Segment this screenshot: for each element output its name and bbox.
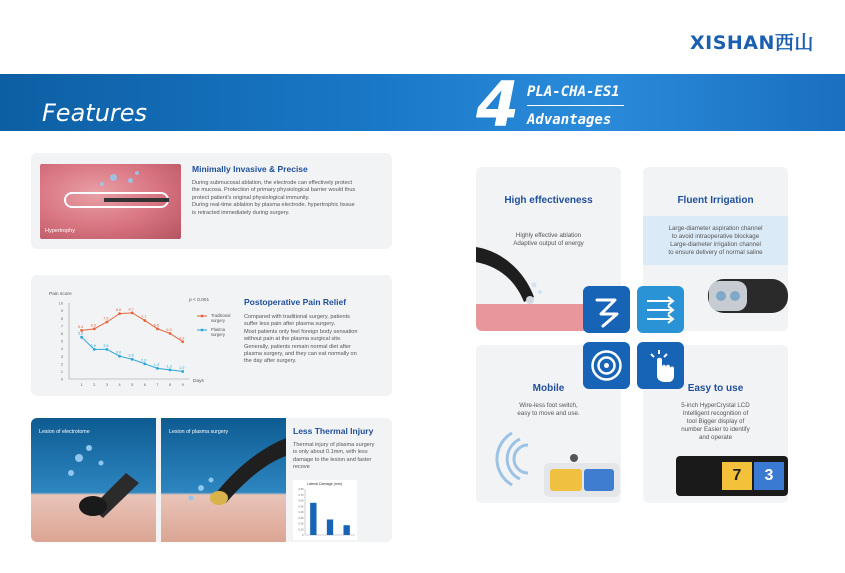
- bubble: [128, 178, 133, 183]
- x-tick-label: 8: [168, 383, 172, 387]
- data-point: [93, 348, 96, 351]
- x-tick-label: 4: [118, 383, 121, 387]
- y-tick-label: 1: [60, 370, 63, 374]
- screen-value-right: 3: [754, 462, 784, 490]
- card-description: Compared with traditional surgery, patients suffer less pain after plasma surgery. Most patients only feel foreign body sensation without pain at the plasma surgical site. Generally, patients remain normal diet after plasma surgery, and they can eat normally on the day after surgery.: [244, 314, 358, 365]
- y-tick-label: 0: [60, 377, 63, 382]
- tile-title: Mobile: [532, 383, 565, 394]
- advantages-heading: Advantages: [527, 112, 612, 128]
- data-label: 8.6: [115, 308, 122, 313]
- data-point: [181, 370, 184, 373]
- plasma-label: Lesion of plasma surgery: [169, 429, 229, 435]
- y-tick-label: 0: [302, 534, 304, 537]
- data-label: 7.7: [141, 314, 147, 319]
- legend-marker: [201, 315, 204, 318]
- data-label: 1.4: [153, 362, 160, 367]
- plasma-lesion-photo: [161, 418, 286, 542]
- y-tick-label: 10: [58, 301, 63, 306]
- brand-logo: XISHAN西山: [690, 32, 814, 54]
- data-point: [105, 321, 108, 324]
- data-point: [156, 367, 159, 370]
- data-point: [105, 348, 108, 351]
- electrotome-lesion-photo: [31, 418, 156, 542]
- y-tick-label: 9: [60, 309, 63, 314]
- data-point: [93, 327, 96, 330]
- card-description: During submucosal ablation, the electrode can effectively protect the mucosa. Protection of primary physiological barrier would thus protect patient's original physiological immunity. During real-time ablation by plasma electrode, hypertrophic tissue is retracted immediately during surgery.: [192, 180, 356, 216]
- electrode-shaft: [104, 198, 169, 202]
- flow-arrows-icon: [637, 286, 684, 333]
- y-tick-label: 0.30: [298, 516, 304, 520]
- screen-value-left: 7: [722, 462, 752, 490]
- chart-title: Lateral Damage (mm): [307, 482, 342, 486]
- card-title: Postoperative Pain Relief: [244, 297, 347, 307]
- x-tick-label: 1: [80, 383, 83, 387]
- data-label: 6.6: [90, 323, 96, 328]
- header-divider: [527, 105, 624, 106]
- x-tick-label: 5: [131, 383, 134, 387]
- legend-label: Plasma: [211, 327, 225, 332]
- data-point: [131, 358, 134, 361]
- bar: [310, 503, 316, 535]
- data-point: [118, 355, 121, 358]
- data-label: 4.9: [179, 336, 185, 341]
- card-description: Thermal injury of plasma surgery is only about 0.1mm, with less damage to the lesion and faster recove: [293, 442, 375, 471]
- lateral-damage-chart: [293, 480, 357, 540]
- device-screen: [676, 456, 788, 496]
- data-label: 3.0: [115, 350, 122, 355]
- y-tick-label: 8: [60, 316, 63, 321]
- card-thermal-injury: [31, 418, 392, 542]
- card-pain-relief: [31, 275, 392, 396]
- card-title: Minimally Invasive & Precise: [192, 164, 308, 174]
- tile-title: Fluent Irrigation: [677, 195, 754, 206]
- hypertrophy-photo: [40, 164, 181, 239]
- data-point: [143, 319, 146, 322]
- page-title: Features: [42, 99, 148, 127]
- x-tick-label: 2: [93, 383, 96, 387]
- p-value-annotation: p < 0.001: [189, 298, 210, 303]
- y-tick-label: 0.80: [298, 488, 304, 491]
- y-tick-label: 0.20: [298, 522, 304, 526]
- image-label: Hypertrophy: [45, 228, 75, 234]
- tile-title: High effectiveness: [504, 195, 593, 206]
- model-name: PLA-CHA-ES1: [527, 84, 620, 100]
- data-label: 5.5: [77, 331, 84, 336]
- tile-description: 5-inch HyperCrystal LCD Intelligent recognition of tool Bigger display of number Easier to identify and operate: [681, 402, 750, 441]
- legend-marker: [201, 329, 204, 332]
- zigzag-icon: [583, 286, 630, 333]
- data-point: [143, 362, 146, 365]
- x-tick-label: 6: [143, 383, 146, 387]
- x-axis-label: Days: [193, 379, 204, 384]
- data-label: 3.9: [90, 343, 96, 348]
- tile-description: Wire-less foot switch, easy to move and use.: [517, 402, 580, 417]
- tile-title: Easy to use: [687, 383, 744, 394]
- tile-description: Large-diameter aspiration channel to avoid intraoperative blockage Large-diameter irrigation channel to ensure delivery of normal saline: [668, 225, 763, 256]
- wireless-signal-icon: [583, 342, 630, 389]
- y-tick-label: 2: [60, 362, 63, 367]
- y-tick-label: 0.70: [298, 493, 304, 497]
- data-label: 1.0: [179, 365, 185, 370]
- y-tick-label: 6: [60, 332, 63, 336]
- electrotome-label: Lesion of electrotome: [39, 429, 90, 435]
- legend-label: Traditional: [211, 313, 231, 318]
- legend-label: surgery: [211, 318, 225, 323]
- data-point: [80, 336, 83, 339]
- x-tick-label: 3: [105, 383, 108, 387]
- bar: [327, 519, 333, 535]
- data-point: [169, 332, 172, 335]
- card-title: Less Thermal Injury: [293, 426, 374, 436]
- y-tick-label: 0.50: [298, 505, 304, 509]
- section-number: 4: [476, 68, 520, 141]
- data-point: [181, 340, 184, 343]
- data-label: 8.7: [128, 307, 134, 312]
- y-tick-label: 4: [60, 347, 63, 352]
- data-label: 6.6: [153, 323, 160, 328]
- legend-label: surgery: [211, 332, 225, 337]
- x-tick-label: 9: [181, 383, 184, 387]
- data-label: 2.0: [141, 358, 147, 363]
- pain-score-chart: [39, 283, 247, 393]
- tile-description: Highly effective ablation Adaptive output of energy: [513, 232, 584, 247]
- y-tick-label: 0.60: [298, 499, 304, 503]
- data-label: 7.5: [103, 316, 109, 321]
- touch-hand-icon: [637, 342, 684, 389]
- data-label: 2.6: [128, 353, 134, 358]
- data-point: [169, 368, 172, 371]
- bubble: [100, 182, 104, 186]
- data-label: 1.2: [166, 364, 172, 369]
- y-tick-label: 0.40: [298, 511, 304, 514]
- card-minimally-invasive: [31, 153, 392, 249]
- y-axis-label: Pain score: [49, 292, 72, 297]
- y-tick-label: 7: [60, 324, 63, 329]
- data-point: [118, 312, 121, 315]
- data-label: 6.0: [166, 327, 172, 332]
- bubble: [135, 171, 139, 175]
- bubble: [110, 174, 117, 181]
- data-point: [156, 327, 159, 330]
- y-tick-label: 5: [60, 339, 63, 344]
- data-point: [131, 311, 134, 314]
- x-tick-label: 7: [156, 383, 159, 387]
- y-tick-label: 0.10: [298, 528, 304, 532]
- data-label: 6.4: [77, 324, 84, 329]
- y-tick-label: 3: [60, 354, 63, 359]
- bar: [344, 525, 350, 535]
- data-label: 3.9: [103, 343, 109, 348]
